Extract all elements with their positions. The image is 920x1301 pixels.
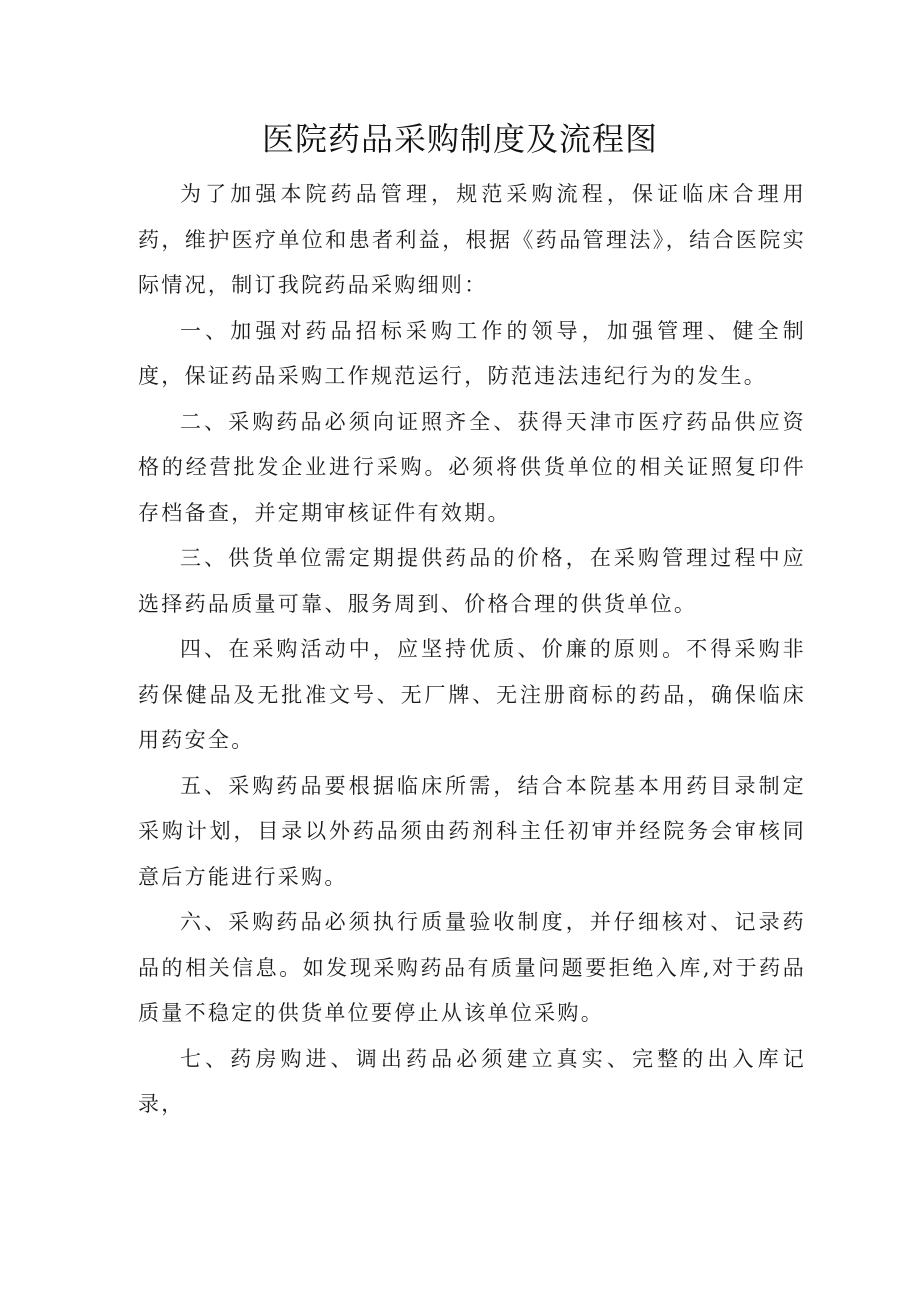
paragraph-item-2: 二、采购药品必须向证照齐全、获得天津市医疗药品供应资格的经营批发企业进行采购。必须将供货单位的相关证照复印件存档备查，并定期审核证件有效期。 (138, 409, 806, 525)
paragraph-intro: 为了加强本院药品管理，规范采购流程，保证临床合理用药，维护医疗单位和患者利益，根据《药品管理法》，结合医院实际情况，制订我院药品采购细则： (138, 182, 806, 297)
paragraph-item-5: 五、采购药品要根据临床所需，结合本院基本用药目录制定采购计划，目录以外药品须由药剂科主任初审并经院务会审核同意后方能进行采购。 (138, 773, 806, 889)
paragraph-item-3: 三、供货单位需定期提供药品的价格，在采购管理过程中应选择药品质量可靠、服务周到、价格合理的供货单位。 (138, 546, 806, 616)
paragraph-item-4: 四、在采购活动中，应坚持优质、价廉的原则。不得采购非药保健品及无批准文号、无厂牌、无注册商标的药品，确保临床用药安全。 (138, 637, 806, 752)
paragraph-item-6: 六、采购药品必须执行质量验收制度，并仔细核对、记录药品的相关信息。如发现采购药品有质量问题要拒绝入库,对于药品质量不稳定的供货单位要停止从该单位采购。 (138, 910, 806, 1025)
document-title: 医院药品采购制度及流程图 (261, 120, 658, 158)
paragraph-item-7: 七、药房购进、调出药品必须建立真实、完整的出入库记录， (138, 1046, 806, 1116)
paragraph-item-1: 一、加强对药品招标采购工作的领导，加强管理、健全制度，保证药品采购工作规范运行，防范违法违纪行为的发生。 (138, 318, 806, 388)
document-body (138, 172, 806, 1128)
